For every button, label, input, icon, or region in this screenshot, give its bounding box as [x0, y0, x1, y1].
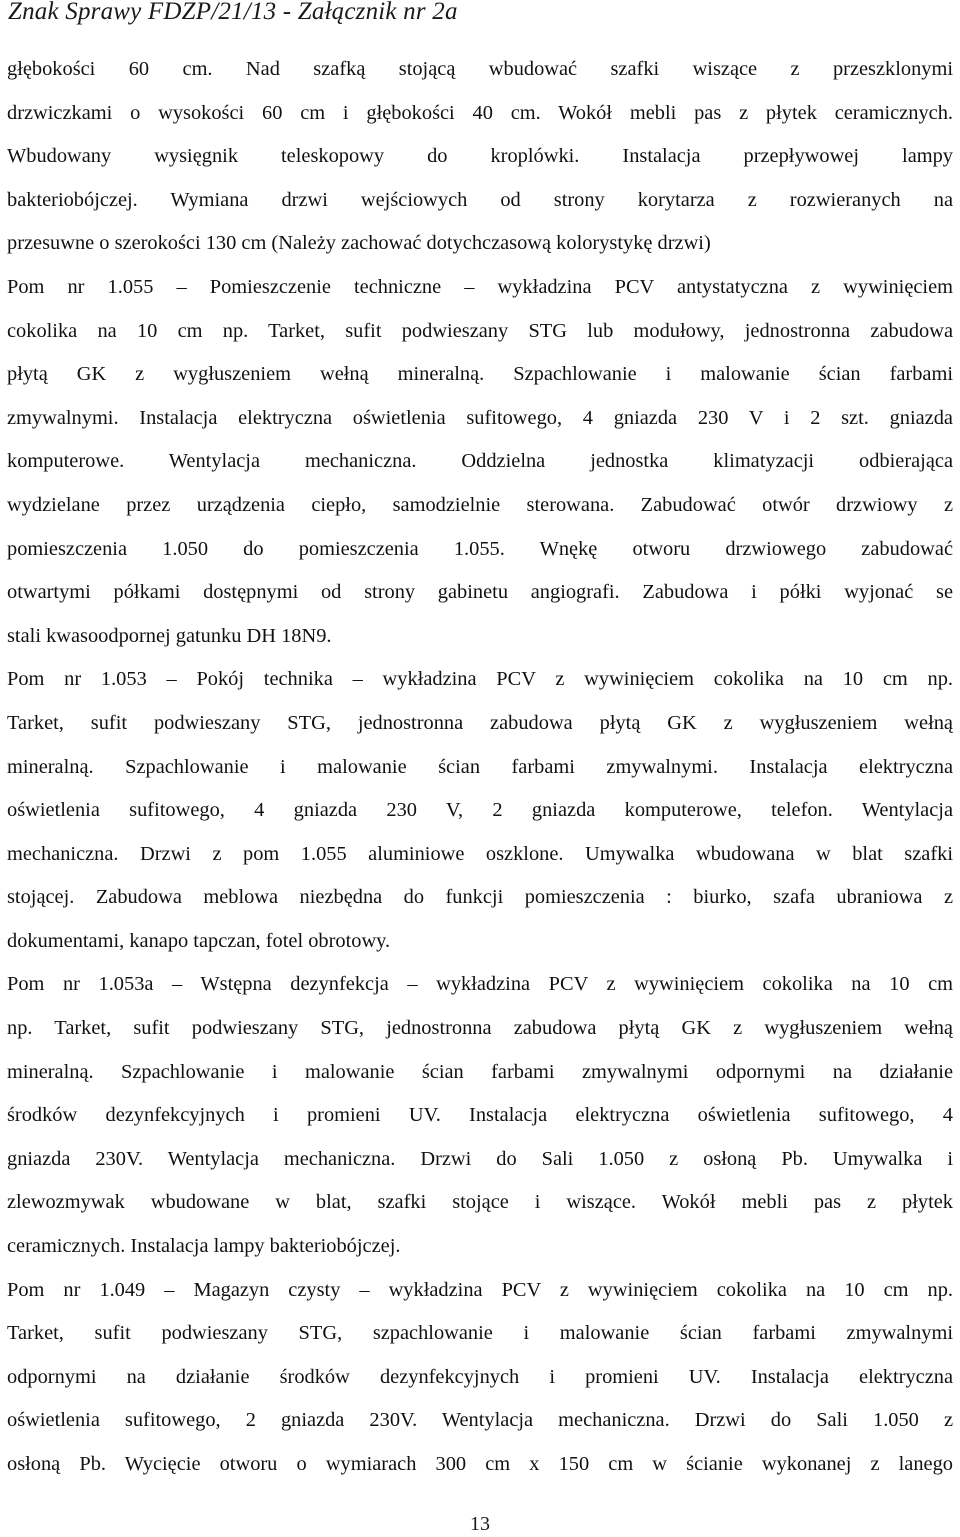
page-number: 13: [470, 1513, 490, 1535]
text-line: Wbudowany wysięgnik teleskopowy do kroplówki. Instalacja przepływowej lampy: [7, 145, 953, 168]
text-line: mineralną. Szpachlowanie i malowanie ścian farbami zmywalnymi. Instalacja elektryczna: [7, 755, 953, 778]
text-line: Pom nr 1.055 – Pomieszczenie techniczne – wykładzina PCV antystatyczna z wywinięciem: [7, 275, 953, 298]
text-line: np. Tarket, sufit podwieszany STG, jednostronna zabudowa płytą GK z wygłuszeniem wełną: [7, 1017, 953, 1040]
text-line: mechaniczna. Drzwi z pom 1.055 aluminiowe oszklone. Umywalka wbudowana w blat szafki: [7, 842, 953, 865]
text-line: osłoną Pb. Wycięcie otworu o wymiarach 300 cm x 150 cm w ścianie wykonanej z lanego: [7, 1453, 953, 1475]
document-body: [7, 48, 953, 1487]
text-line: ceramicznych. Instalacja lampy bakteriobójczej.: [7, 1235, 401, 1258]
document-header: Znak Sprawy FDZP/21/13 - Załącznik nr 2a: [8, 0, 458, 25]
text-line: bakteriobójczej. Wymiana drzwi wejściowych od strony korytarza z rozwieranych na: [7, 188, 953, 211]
text-line: oświetlenia sufitowego, 2 gniazda 230V. Wentylacja mechaniczna. Drzwi do Sali 1.050 z: [7, 1409, 953, 1432]
text-line: stojącej. Zabudowa meblowa niezbędna do funkcji pomieszczenia : biurko, szafa ubraniowa z: [7, 886, 953, 909]
text-line: głębokości 60 cm. Nad szafką stojącą wbudować szafki wiszące z przeszklonymi: [7, 58, 953, 80]
text-line: oświetlenia sufitowego, 4 gniazda 230 V, 2 gniazda komputerowe, telefon. Wentylacja: [7, 799, 953, 822]
text-line: dokumentami, kanapo tapczan, fotel obrotowy.: [7, 929, 391, 952]
text-line: Pom nr 1.053a – Wstępna dezynfekcja – wykładzina PCV z wywinięciem cokolika na 10 cm: [7, 973, 953, 996]
text-line: zmywalnymi. Instalacja elektryczna oświetlenia sufitowego, 4 gniazda 230 V i 2 szt. gniazda: [7, 406, 953, 429]
text-line: cokolika na 10 cm np. Tarket, sufit podwieszany STG lub modułowy, jednostronna zabudowa: [7, 319, 953, 342]
text-line: gniazda 230V. Wentylacja mechaniczna. Drzwi do Sali 1.050 z osłoną Pb. Umywalka i: [7, 1147, 953, 1170]
text-line: zlewozmywak wbudowane w blat, szafki stojące i wiszące. Wokół mebli pas z płytek: [7, 1191, 953, 1214]
text-line: odpornymi na działanie środków dezynfekcyjnych i promieni UV. Instalacja elektryczna: [7, 1365, 953, 1388]
text-line: Tarket, sufit podwieszany STG, szpachlowanie i malowanie ścian farbami zmywalnymi: [7, 1322, 953, 1345]
text-line: stali kwasoodpornej gatunku DH 18N9.: [7, 624, 332, 647]
text-line: pomieszczenia 1.050 do pomieszczenia 1.055. Wnękę otworu drzwiowego zabudować: [7, 537, 953, 560]
text-line: Pom nr 1.053 – Pokój technika – wykładzina PCV z wywinięciem cokolika na 10 cm np.: [7, 668, 953, 691]
text-line: mineralną. Szpachlowanie i malowanie ścian farbami zmywalnymi odpornymi na działanie: [7, 1060, 953, 1083]
text-line: środków dezynfekcyjnych i promieni UV. Instalacja elektryczna oświetlenia sufitowego, 4: [7, 1104, 953, 1127]
text-line: przesuwne o szerokości 130 cm (Należy zachować dotychczasową kolorystykę drzwi): [7, 232, 711, 255]
text-line: komputerowe. Wentylacja mechaniczna. Oddzielna jednostka klimatyzacji odbierająca: [7, 450, 953, 473]
text-line: wydzielane przez urządzenia ciepło, samodzielnie sterowana. Zabudować otwór drzwiowy z: [7, 493, 953, 516]
text-line: drzwiczkami o wysokości 60 cm i głębokości 40 cm. Wokół mebli pas z płytek ceramicznych.: [7, 101, 953, 124]
text-line: Pom nr 1.049 – Magazyn czysty – wykładzina PCV z wywinięciem cokolika na 10 cm np.: [7, 1278, 953, 1301]
text-line: otwartymi półkami dostępnymi od strony gabinetu angiografi. Zabudowa i półki wyjonać se: [7, 581, 953, 604]
text-line: Tarket, sufit podwieszany STG, jednostronna zabudowa płytą GK z wygłuszeniem wełną: [7, 711, 953, 734]
text-line: płytą GK z wygłuszeniem wełną mineralną. Szpachlowanie i malowanie ścian farbami: [7, 363, 953, 386]
